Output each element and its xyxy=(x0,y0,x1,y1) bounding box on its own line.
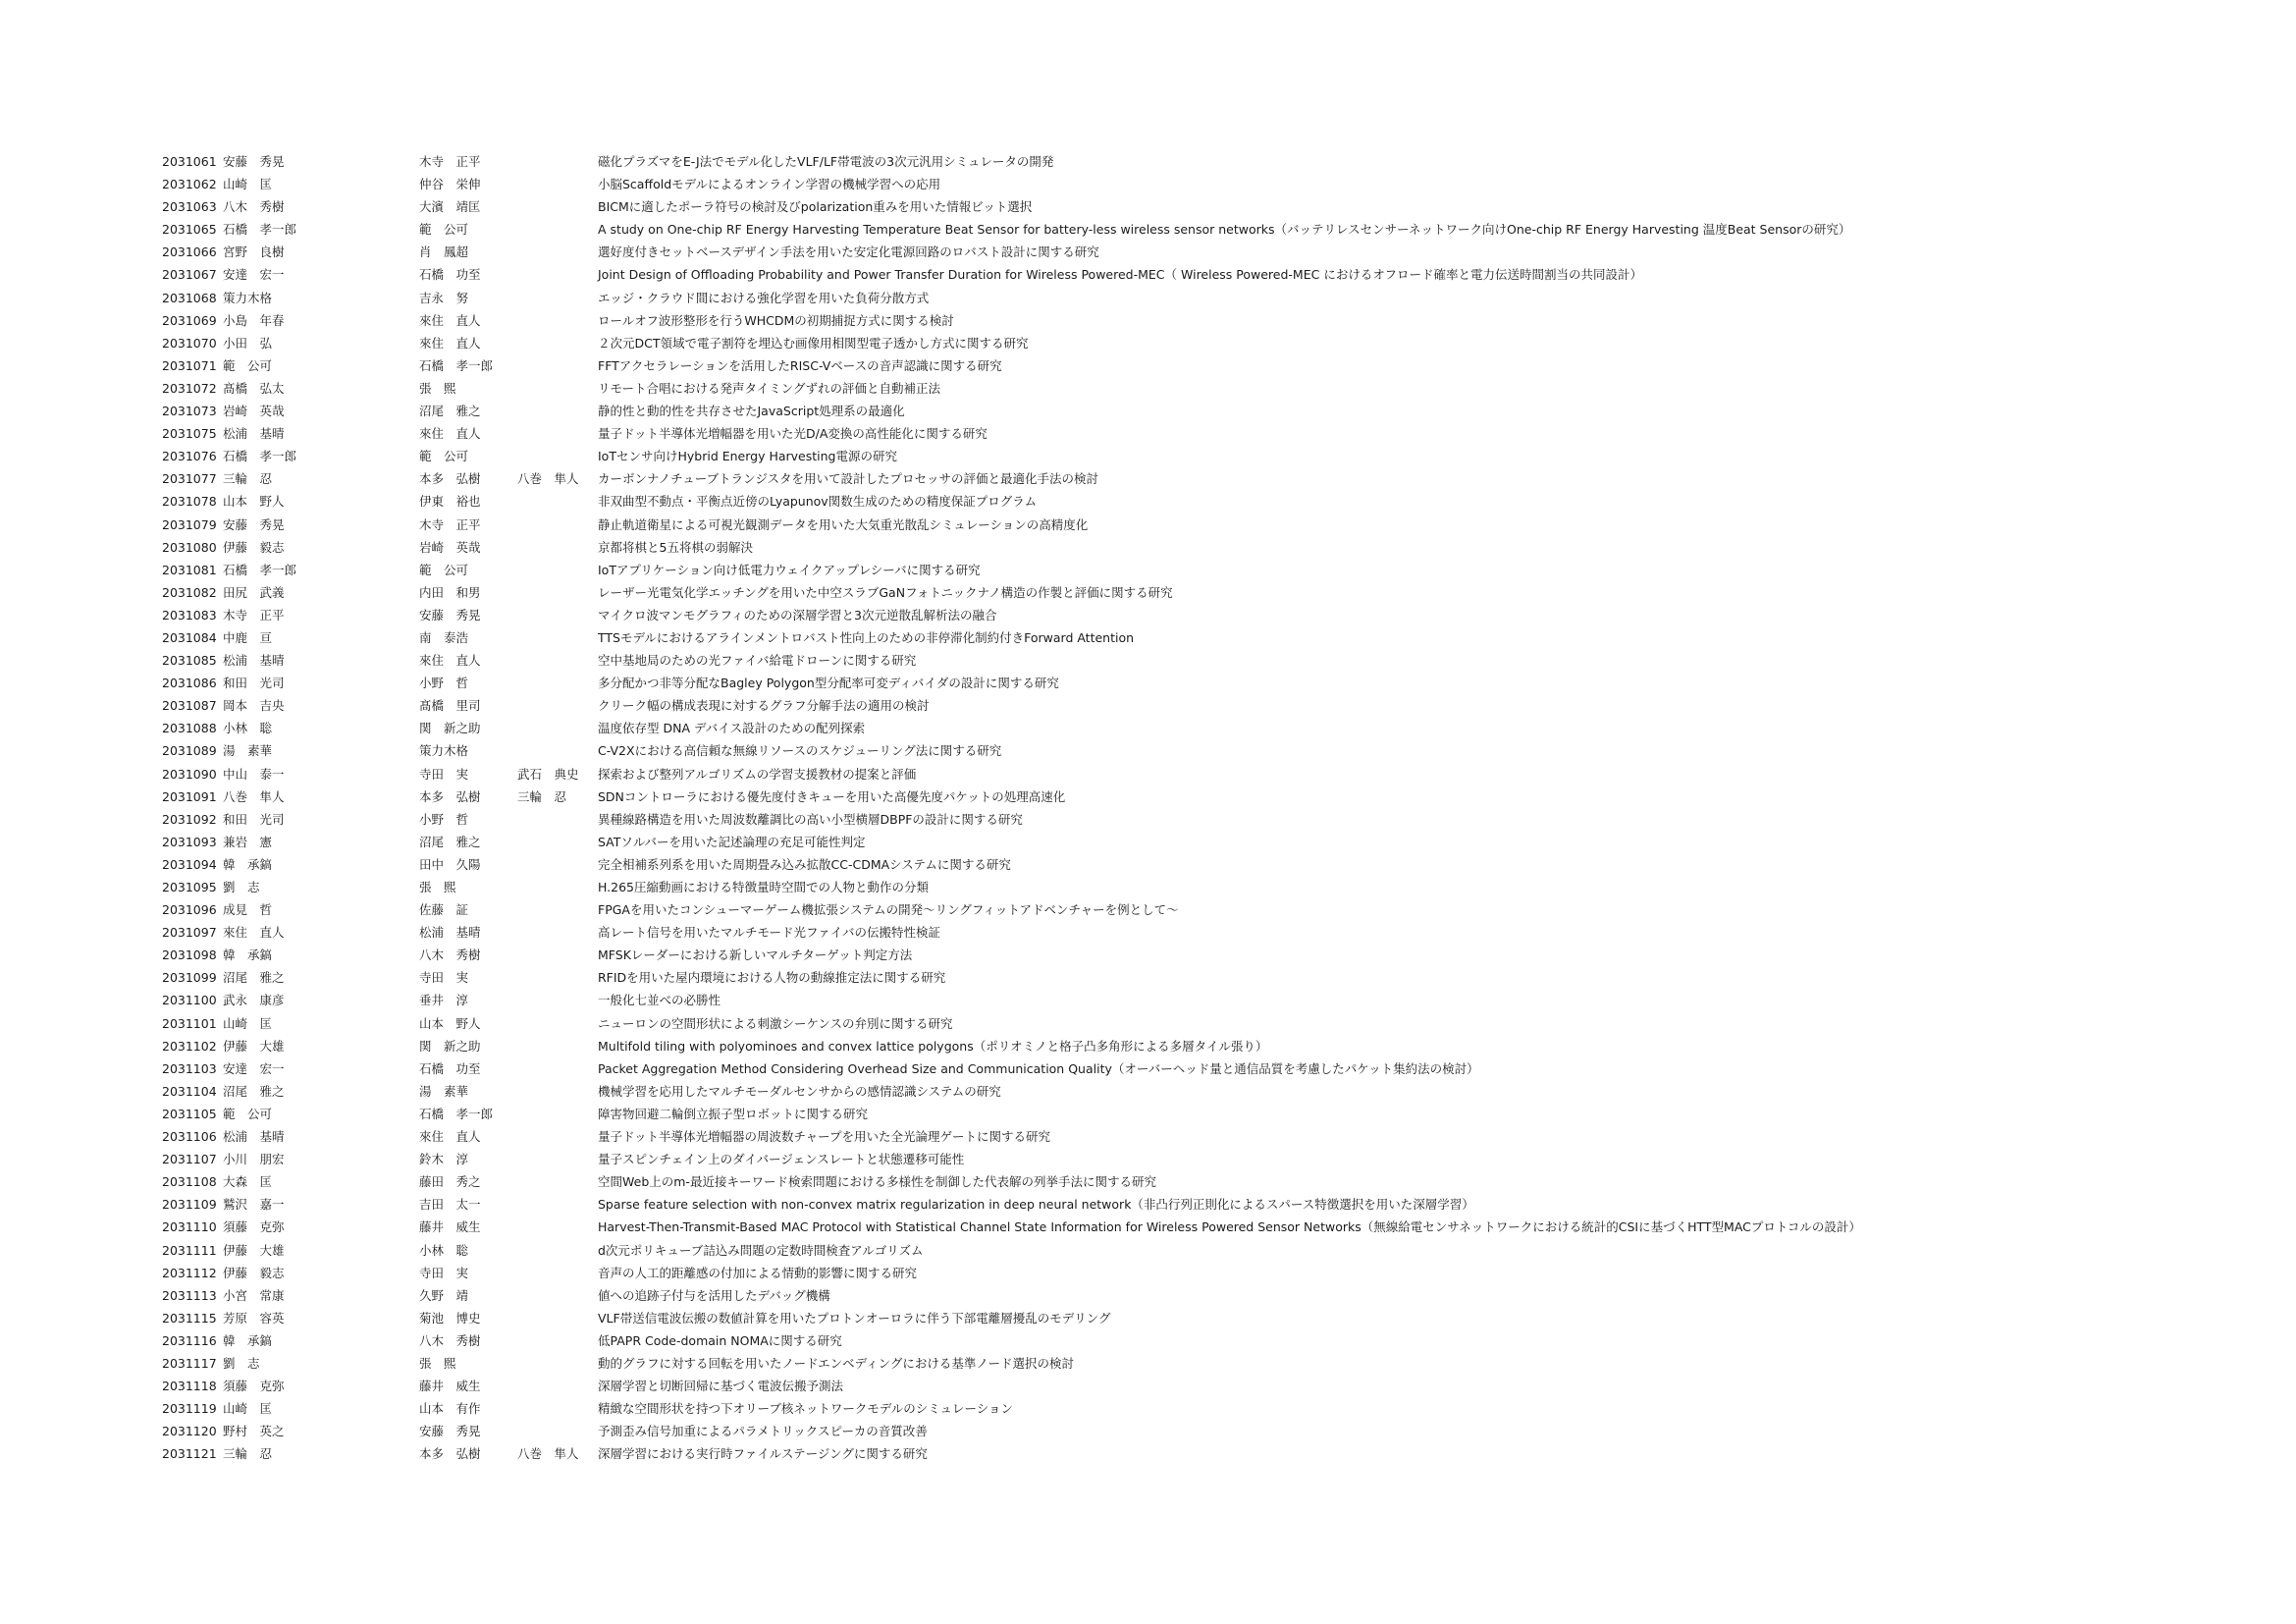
table-row xyxy=(162,898,2272,921)
thesis-title: 深層学習と切断回帰に基づく電波伝搬予測法 xyxy=(598,1379,844,1394)
table-row xyxy=(162,581,2272,604)
student-id: 2031099 xyxy=(162,970,217,986)
student-name: 小田 弘 xyxy=(223,335,273,351)
primary-advisor: 佐藤 証 xyxy=(419,902,469,918)
thesis-title: FFTアクセラレーションを活用したRISC-Vベースの音声認識に関する研究 xyxy=(598,357,1002,373)
student-name: 小島 年春 xyxy=(223,312,285,328)
thesis-title: クリーク幅の構成表現に対するグラフ分解手法の適用の検討 xyxy=(598,698,930,714)
thesis-title: 完全相補系列系を用いた周期畳み込み拡散CC-CDMAシステムに関する研究 xyxy=(598,856,1011,872)
student-name: 石橋 孝一郎 xyxy=(223,562,297,577)
student-name: 湯 素華 xyxy=(223,743,273,759)
thesis-title: MFSKレーダーにおける新しいマルチターゲット判定方法 xyxy=(598,947,913,963)
table-row xyxy=(162,263,2272,286)
secondary-advisor: 八巻 隼人 xyxy=(517,1446,579,1462)
primary-advisor: 範 公可 xyxy=(419,562,469,577)
student-name: 安藤 秀晃 xyxy=(223,516,285,532)
thesis-title: 探索および整列アルゴリズムの学習支援教材の提案と評価 xyxy=(598,766,917,782)
primary-advisor: 寺田 実 xyxy=(419,970,469,986)
table-row xyxy=(162,604,2272,626)
student-id: 2031104 xyxy=(162,1083,217,1099)
thesis-title: ニューロンの空間形状による刺激シーケンスの弁別に関する研究 xyxy=(598,1015,953,1031)
thesis-title: リモート合唱における発声タイミングずれの評価と自動補正法 xyxy=(598,380,941,396)
student-id: 2031066 xyxy=(162,244,217,260)
thesis-title: SDNコントローラにおける優先度付きキューを用いた高優先度パケットの処理高速化 xyxy=(598,788,1066,804)
primary-advisor: 石橋 孝一郎 xyxy=(419,357,494,373)
primary-advisor: 松浦 基晴 xyxy=(419,925,481,941)
table-row xyxy=(162,717,2272,739)
table-row xyxy=(162,218,2272,241)
student-name: 松浦 基晴 xyxy=(223,426,285,442)
student-name: 伊藤 毅志 xyxy=(223,1265,285,1280)
primary-advisor: 藤田 秀之 xyxy=(419,1174,481,1190)
student-name: 須藤 克弥 xyxy=(223,1379,285,1394)
table-row xyxy=(162,876,2272,898)
thesis-title: 精緻な空間形状を持つ下オリーブ核ネットワークモデルのシミュレーション xyxy=(598,1401,1014,1417)
primary-advisor: 範 公可 xyxy=(419,449,469,464)
table-row xyxy=(162,853,2272,876)
student-name: 岡本 吉央 xyxy=(223,698,285,714)
table-row xyxy=(162,354,2272,377)
table-row xyxy=(162,1284,2272,1307)
student-id: 2031115 xyxy=(162,1310,217,1326)
student-id: 2031077 xyxy=(162,471,217,487)
student-id: 2031065 xyxy=(162,222,217,238)
primary-advisor: 岩崎 英哉 xyxy=(419,539,481,555)
table-row xyxy=(162,1125,2272,1148)
table-row xyxy=(162,944,2272,966)
student-id: 2031061 xyxy=(162,154,217,169)
table-row xyxy=(162,1012,2272,1035)
student-id: 2031075 xyxy=(162,426,217,442)
table-row xyxy=(162,831,2272,853)
primary-advisor: 石橋 孝一郎 xyxy=(419,1106,494,1121)
primary-advisor: 沼尾 雅之 xyxy=(419,834,481,849)
table-row xyxy=(162,1307,2272,1329)
table-row xyxy=(162,1329,2272,1352)
student-name: 成見 哲 xyxy=(223,902,273,918)
thesis-title: Harvest-Then-Transmit-Based MAC Protocol with Statistical Channel State Information for Wireless Powered Sensor Networks（無線給電センサネットワークにおける統計的CSIに基づくHTT型MACプロトコルの設計） xyxy=(598,1219,1861,1235)
primary-advisor: 策力木格 xyxy=(419,743,469,759)
thesis-title: TTSモデルにおけるアラインメントロバスト性向上のための非停滞化制約付きForward Attention xyxy=(598,629,1135,645)
student-id: 2031076 xyxy=(162,449,217,464)
primary-advisor: 來住 直人 xyxy=(419,312,481,328)
primary-advisor: 関 新之助 xyxy=(419,721,481,736)
thesis-title: 空間Web上のm-最近接キーワード検索問題における多様性を制御した代表解の列挙手法に関する研究 xyxy=(598,1174,1156,1190)
table-row xyxy=(162,1239,2272,1262)
thesis-title: 機械学習を応用したマルチモーダルセンサからの感情認識システムの研究 xyxy=(598,1083,1001,1099)
thesis-title: VLF帯送信電波伝搬の数値計算を用いたプロトンオーロラに伴う下部電離層擾乱のモデリング xyxy=(598,1310,1111,1326)
student-id: 2031091 xyxy=(162,788,217,804)
table-row xyxy=(162,694,2272,717)
primary-advisor: 久野 靖 xyxy=(419,1287,469,1303)
student-name: 來住 直人 xyxy=(223,925,285,941)
student-name: 小林 聡 xyxy=(223,721,273,736)
primary-advisor: 藤井 威生 xyxy=(419,1219,481,1235)
student-name: 木寺 正平 xyxy=(223,607,285,623)
student-name: 沼尾 雅之 xyxy=(223,970,285,986)
thesis-title: Sparse feature selection with non-convex matrix regularization in deep neural network（非凸行列正則化によるスパース特徴選択を用いた深層学習） xyxy=(598,1197,1474,1213)
thesis-title: エッジ・クラウド間における強化学習を用いた負荷分散方式 xyxy=(598,290,930,305)
student-name: 山本 野人 xyxy=(223,494,285,510)
student-name: 山崎 匡 xyxy=(223,1015,273,1031)
thesis-title: d次元ポリキューブ詰込み問題の定数時間検査アルゴリズム xyxy=(598,1242,924,1258)
student-id: 2031069 xyxy=(162,312,217,328)
table-row xyxy=(162,672,2272,694)
thesis-title: Packet Aggregation Method Considering Overhead Size and Communication Quality（オーバーヘッド量と通信品質を考慮したパケット集約法の検討） xyxy=(598,1060,1479,1076)
primary-advisor: 沼尾 雅之 xyxy=(419,404,481,419)
table-row xyxy=(162,1420,2272,1442)
table-row xyxy=(162,1103,2272,1125)
thesis-title: レーザー光電気化学エッチングを用いた中空スラブGaNフォトニックナノ構造の作製と評価に関する研究 xyxy=(598,584,1173,600)
student-name: 中山 泰一 xyxy=(223,766,285,782)
student-id: 2031073 xyxy=(162,404,217,419)
thesis-list-table xyxy=(162,150,2272,1465)
student-name: 劉 志 xyxy=(223,880,260,894)
student-name: 野村 英之 xyxy=(223,1424,285,1439)
primary-advisor: 小野 哲 xyxy=(419,811,469,827)
table-row xyxy=(162,467,2272,490)
student-name: 和田 光司 xyxy=(223,676,285,691)
thesis-title: 量子スピンチェイン上のダイバージェンスレートと状態遷移可能性 xyxy=(598,1152,965,1167)
thesis-title: Joint Design of Offloading Probability and Power Transfer Duration for Wireless Powered-MEC（ Wireless Powered-MEC におけるオフロード確率と電力伝送時間割当の共同設計） xyxy=(598,267,1642,283)
table-row xyxy=(162,1352,2272,1375)
thesis-title: 多分配かつ非等分配なBagley Polygon型分配率可変ディバイダの設計に関する研究 xyxy=(598,676,1059,691)
table-row xyxy=(162,150,2272,173)
student-name: 伊藤 大雄 xyxy=(223,1242,285,1258)
table-row xyxy=(162,626,2272,649)
table-row xyxy=(162,1262,2272,1284)
primary-advisor: 安藤 秀晃 xyxy=(419,1424,481,1439)
primary-advisor: 湯 素華 xyxy=(419,1083,469,1099)
thesis-title: 非双曲型不動点・平衡点近傍のLyapunov関数生成のための精度保証プログラム xyxy=(598,494,1038,510)
primary-advisor: 張 熙 xyxy=(419,880,456,894)
primary-advisor: 山本 野人 xyxy=(419,1015,481,1031)
primary-advisor: 関 新之助 xyxy=(419,1038,481,1054)
primary-advisor: 肖 鳳超 xyxy=(419,244,469,260)
student-name: 山崎 匡 xyxy=(223,177,273,192)
student-id: 2031096 xyxy=(162,902,217,918)
primary-advisor: 安藤 秀晃 xyxy=(419,607,481,623)
table-row xyxy=(162,921,2272,944)
student-id: 2031071 xyxy=(162,357,217,373)
student-id: 2031085 xyxy=(162,653,217,669)
student-id: 2031088 xyxy=(162,721,217,736)
primary-advisor: 木寺 正平 xyxy=(419,516,481,532)
primary-advisor: 菊池 博史 xyxy=(419,1310,481,1326)
student-name: 松浦 基晴 xyxy=(223,1129,285,1145)
primary-advisor: 來住 直人 xyxy=(419,335,481,351)
thesis-title: 静止軌道衛星による可視光観測データを用いた大気重光散乱シミュレーションの高精度化 xyxy=(598,516,1089,532)
student-name: 韓 承鎬 xyxy=(223,1332,273,1348)
table-row xyxy=(162,966,2272,989)
student-id: 2031112 xyxy=(162,1265,217,1280)
table-row xyxy=(162,287,2272,309)
student-name: 宮野 良樹 xyxy=(223,244,285,260)
primary-advisor: 範 公可 xyxy=(419,222,469,238)
student-id: 2031117 xyxy=(162,1355,217,1371)
student-id: 2031062 xyxy=(162,177,217,192)
primary-advisor: 伊東 裕也 xyxy=(419,494,481,510)
table-row xyxy=(162,1057,2272,1080)
student-id: 2031121 xyxy=(162,1446,217,1462)
student-name: 中鹿 亘 xyxy=(223,629,273,645)
student-id: 2031119 xyxy=(162,1401,217,1417)
student-name: 小川 朋宏 xyxy=(223,1152,285,1167)
student-id: 2031090 xyxy=(162,766,217,782)
thesis-title: IoTアプリケーション向け低電力ウェイクアップレシーバに関する研究 xyxy=(598,562,981,577)
student-id: 2031109 xyxy=(162,1197,217,1213)
student-name: 髙橋 弘太 xyxy=(223,380,285,396)
student-id: 2031078 xyxy=(162,494,217,510)
primary-advisor: 本多 弘樹 xyxy=(419,788,481,804)
secondary-advisor: 武石 典史 xyxy=(517,766,579,782)
thesis-title: 低PAPR Code-domain NOMAに関する研究 xyxy=(598,1332,842,1348)
student-id: 2031103 xyxy=(162,1060,217,1076)
student-id: 2031100 xyxy=(162,993,217,1008)
student-id: 2031063 xyxy=(162,199,217,215)
student-name: 範 公可 xyxy=(223,1106,273,1121)
student-name: 安達 宏一 xyxy=(223,267,285,283)
student-id: 2031092 xyxy=(162,811,217,827)
student-name: 範 公可 xyxy=(223,357,273,373)
primary-advisor: 木寺 正平 xyxy=(419,154,481,169)
primary-advisor: 藤井 威生 xyxy=(419,1379,481,1394)
student-name: 八木 秀樹 xyxy=(223,199,285,215)
table-row xyxy=(162,241,2272,263)
student-id: 2031089 xyxy=(162,743,217,759)
primary-advisor: 仲谷 栄伸 xyxy=(419,177,481,192)
thesis-title: Multifold tiling with polyominoes and convex lattice polygons（ポリオミノと格子凸多角形による多層タイル張り） xyxy=(598,1038,1268,1054)
thesis-title: 選好度付きセットベースデザイン手法を用いた安定化電源回路のロバスト設計に関する研究 xyxy=(598,244,1099,260)
student-name: 三輪 忍 xyxy=(223,471,273,487)
primary-advisor: 吉田 太一 xyxy=(419,1197,481,1213)
student-id: 2031094 xyxy=(162,856,217,872)
table-row xyxy=(162,536,2272,559)
secondary-advisor: 三輪 忍 xyxy=(517,788,567,804)
student-id: 2031116 xyxy=(162,1332,217,1348)
primary-advisor: 張 熙 xyxy=(419,1355,456,1371)
student-id: 2031095 xyxy=(162,880,217,894)
student-id: 2031068 xyxy=(162,290,217,305)
thesis-title: FPGAを用いたコンシューマーゲーム機拡張システムの開発～リングフィットアドベンチャーを例として～ xyxy=(598,902,1179,918)
table-row xyxy=(162,445,2272,467)
thesis-title: マイクロ波マンモグラフィのための深層学習と3次元逆散乱解析法の融合 xyxy=(598,607,997,623)
student-name: 石橋 孝一郎 xyxy=(223,449,297,464)
table-row xyxy=(162,422,2272,445)
primary-advisor: 石橋 功至 xyxy=(419,1060,481,1076)
student-id: 2031118 xyxy=(162,1379,217,1394)
thesis-title: 予測歪み信号加重によるパラメトリックスピーカの音質改善 xyxy=(598,1424,928,1439)
thesis-title: 空中基地局のための光ファイバ給電ドローンに関する研究 xyxy=(598,653,917,669)
table-row xyxy=(162,739,2272,762)
table-row xyxy=(162,649,2272,672)
table-row xyxy=(162,559,2272,581)
thesis-title: ロールオフ波形整形を行うWHCDMの初期捕捉方式に関する検討 xyxy=(598,312,954,328)
thesis-title: 京都将棋と5五将棋の弱解決 xyxy=(598,539,753,555)
primary-advisor: 本多 弘樹 xyxy=(419,1446,481,1462)
student-id: 2031108 xyxy=(162,1174,217,1190)
thesis-title: BICMに適したポーラ符号の検討及びpolarization重みを用いた情報ビット選択 xyxy=(598,199,1033,215)
thesis-title: ２次元DCT領域で電子割符を埋込む画像用相関型電子透かし方式に関する研究 xyxy=(598,335,1029,351)
student-name: 須藤 克弥 xyxy=(223,1219,285,1235)
student-id: 2031107 xyxy=(162,1152,217,1167)
student-name: 劉 志 xyxy=(223,1355,260,1371)
primary-advisor: 小林 聡 xyxy=(419,1242,469,1258)
thesis-title: 深層学習における実行時ファイルステージングに関する研究 xyxy=(598,1446,928,1462)
thesis-title: 値への追跡子付与を活用したデバッグ機構 xyxy=(598,1287,830,1303)
thesis-title: 温度依存型 DNA デバイス設計のための配列探索 xyxy=(598,721,866,736)
student-id: 2031087 xyxy=(162,698,217,714)
student-name: 韓 承鎬 xyxy=(223,947,273,963)
student-id: 2031070 xyxy=(162,335,217,351)
thesis-title: カーボンナノチューブトランジスタを用いて設計したプロセッサの評価と最適化手法の検討 xyxy=(598,471,1098,487)
table-row xyxy=(162,195,2272,218)
table-row xyxy=(162,377,2272,400)
primary-advisor: 寺田 実 xyxy=(419,766,469,782)
student-id: 2031080 xyxy=(162,539,217,555)
student-name: 武永 康彦 xyxy=(223,993,285,1008)
student-id: 2031067 xyxy=(162,267,217,283)
thesis-title: 一般化七並べの必勝性 xyxy=(598,993,721,1008)
student-id: 2031084 xyxy=(162,629,217,645)
student-name: 八巻 隼人 xyxy=(223,788,285,804)
thesis-title: 量子ドット半導体光増幅器の周波数チャープを用いた全光論理ゲートに関する研究 xyxy=(598,1129,1051,1145)
student-name: 山崎 匡 xyxy=(223,1401,273,1417)
thesis-title: 量子ドット半導体光増幅器を用いた光D/A変換の高性能化に関する研究 xyxy=(598,426,988,442)
primary-advisor: 内田 和男 xyxy=(419,584,481,600)
student-name: 芳原 容英 xyxy=(223,1310,285,1326)
student-id: 2031120 xyxy=(162,1424,217,1439)
table-row xyxy=(162,1148,2272,1170)
student-name: 松浦 基晴 xyxy=(223,653,285,669)
student-name: 大森 匡 xyxy=(223,1174,273,1190)
student-name: 岩崎 英哉 xyxy=(223,404,285,419)
primary-advisor: 山本 有作 xyxy=(419,1401,481,1417)
student-name: 安藤 秀晃 xyxy=(223,154,285,169)
student-id: 2031102 xyxy=(162,1038,217,1054)
table-row xyxy=(162,1080,2272,1103)
student-name: 石橋 孝一郎 xyxy=(223,222,297,238)
thesis-title: 高レート信号を用いたマルチモード光ファイバの伝搬特性検証 xyxy=(598,925,941,941)
table-row xyxy=(162,309,2272,332)
primary-advisor: 田中 久陽 xyxy=(419,856,481,872)
primary-advisor: 髙橋 里司 xyxy=(419,698,481,714)
student-id: 2031086 xyxy=(162,676,217,691)
student-name: 安達 宏一 xyxy=(223,1060,285,1076)
student-id: 2031101 xyxy=(162,1015,217,1031)
table-row xyxy=(162,763,2272,785)
student-name: 鷲沢 嘉一 xyxy=(223,1197,285,1213)
primary-advisor: 來住 直人 xyxy=(419,1129,481,1145)
student-id: 2031105 xyxy=(162,1106,217,1121)
primary-advisor: 小野 哲 xyxy=(419,676,469,691)
student-id: 2031082 xyxy=(162,584,217,600)
student-id: 2031110 xyxy=(162,1219,217,1235)
primary-advisor: 八木 秀樹 xyxy=(419,1332,481,1348)
student-id: 2031113 xyxy=(162,1287,217,1303)
table-row xyxy=(162,173,2272,195)
table-row xyxy=(162,332,2272,354)
student-name: 伊藤 毅志 xyxy=(223,539,285,555)
student-name: 韓 承鎬 xyxy=(223,856,273,872)
primary-advisor: 本多 弘樹 xyxy=(419,471,481,487)
student-name: 小宮 常康 xyxy=(223,1287,285,1303)
student-name: 和田 光司 xyxy=(223,811,285,827)
student-id: 2031098 xyxy=(162,947,217,963)
student-id: 2031081 xyxy=(162,562,217,577)
primary-advisor: 大濱 靖匡 xyxy=(419,199,481,215)
thesis-title: 小脳Scaffoldモデルによるオンライン学習の機械学習への応用 xyxy=(598,177,941,192)
primary-advisor: 南 泰浩 xyxy=(419,629,469,645)
thesis-title: IoTセンサ向けHybrid Energy Harvesting電源の研究 xyxy=(598,449,897,464)
thesis-title: H.265圧縮動画における特徴量時空間での人物と動作の分類 xyxy=(598,880,930,894)
table-row xyxy=(162,785,2272,808)
student-name: 策力木格 xyxy=(223,290,273,305)
primary-advisor: 垂井 淳 xyxy=(419,993,469,1008)
table-row xyxy=(162,1193,2272,1216)
primary-advisor: 張 熙 xyxy=(419,380,456,396)
student-id: 2031072 xyxy=(162,380,217,396)
student-id: 2031093 xyxy=(162,834,217,849)
primary-advisor: 寺田 実 xyxy=(419,1265,469,1280)
primary-advisor: 來住 直人 xyxy=(419,653,481,669)
thesis-title: 静的性と動的性を共存させたJavaScript処理系の最適化 xyxy=(598,404,905,419)
thesis-title: SATソルバーを用いた記述論理の充足可能性判定 xyxy=(598,834,866,849)
student-id: 2031083 xyxy=(162,607,217,623)
student-id: 2031111 xyxy=(162,1242,217,1258)
student-id: 2031106 xyxy=(162,1129,217,1145)
primary-advisor: 石橋 功至 xyxy=(419,267,481,283)
student-id: 2031097 xyxy=(162,925,217,941)
table-row xyxy=(162,1397,2272,1420)
primary-advisor: 來住 直人 xyxy=(419,426,481,442)
primary-advisor: 鈴木 淳 xyxy=(419,1152,469,1167)
table-row xyxy=(162,808,2272,831)
thesis-title: 磁化プラズマをE-J法でモデル化したVLF/LF帯電波の3次元汎用シミュレータの開発 xyxy=(598,154,1054,169)
table-row xyxy=(162,1035,2272,1057)
table-row xyxy=(162,989,2272,1011)
table-row xyxy=(162,490,2272,513)
student-id: 2031079 xyxy=(162,516,217,532)
thesis-title: RFIDを用いた屋内環境における人物の動線推定法に関する研究 xyxy=(598,970,946,986)
thesis-title: 異種線路構造を用いた周波数離調比の高い小型横層DBPFの設計に関する研究 xyxy=(598,811,1023,827)
table-row xyxy=(162,1375,2272,1397)
table-row xyxy=(162,1442,2272,1465)
table-row xyxy=(162,514,2272,536)
table-row xyxy=(162,1170,2272,1193)
table-row xyxy=(162,400,2272,422)
thesis-title: A study on One-chip RF Energy Harvesting Temperature Beat Sensor for battery-less wireless sensor networks（バッテリレスセンサーネットワーク向けOne-chip RF Energy Harvesting 温度Beat Sensorの研究） xyxy=(598,222,1851,238)
student-name: 兼岩 憲 xyxy=(223,834,273,849)
student-name: 沼尾 雅之 xyxy=(223,1083,285,1099)
student-name: 三輪 忍 xyxy=(223,1446,273,1462)
student-name: 伊藤 大雄 xyxy=(223,1038,285,1054)
thesis-title: C-V2Xにおける高信頼な無線リソースのスケジューリング法に関する研究 xyxy=(598,743,1002,759)
thesis-title: 動的グラフに対する回転を用いたノードエンベディングにおける基準ノード選択の検討 xyxy=(598,1355,1075,1371)
thesis-title: 障害物回避二輪倒立振子型ロボットに関する研究 xyxy=(598,1106,869,1121)
primary-advisor: 八木 秀樹 xyxy=(419,947,481,963)
primary-advisor: 吉永 努 xyxy=(419,290,469,305)
thesis-title: 音声の人工的距離感の付加による情動的影響に関する研究 xyxy=(598,1265,918,1280)
secondary-advisor: 八巻 隼人 xyxy=(517,471,579,487)
student-name: 田尻 武義 xyxy=(223,584,285,600)
table-row xyxy=(162,1216,2272,1238)
